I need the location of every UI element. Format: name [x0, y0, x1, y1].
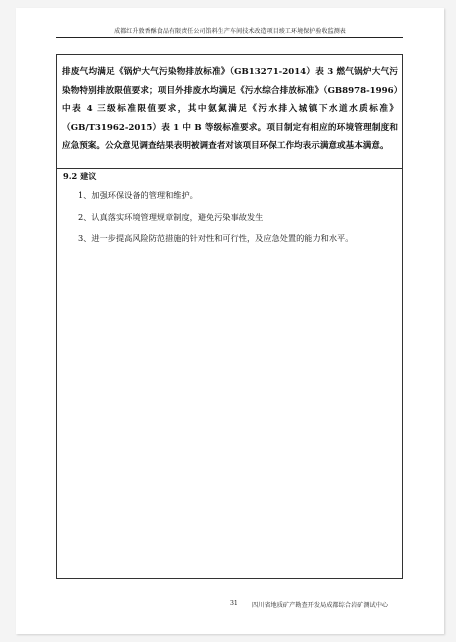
recommendation-item: 2、认真落实环境管理规章制度，避免污染事故发生	[78, 212, 264, 222]
recommendation-item: 3、进一步提高风险防范措施的针对性和可行性，及应急处置的能力和水平。	[78, 233, 354, 243]
page-header: 成都红升敦香酥食品有限责任公司馅料生产车间技术改造项目竣工环境保护验收监测表	[114, 28, 346, 35]
content-frame	[56, 54, 403, 579]
header-rule	[56, 37, 403, 38]
section-heading: 9.2 建议	[63, 171, 97, 181]
section-divider	[57, 168, 402, 169]
conclusion-paragraph: 排废气均满足《锅炉大气污染物排放标准》（GB13271-2014）表 3 燃气锅炉大气污染物特别排放限值要求；项目外排废水均满足《污水综合排放标准》（GB8978-1996）中表 4 三级标准限值要求，其中氨氮满足《污水排入城镇下水道水质标准》（GB/T31962-2015）表 1 中 B 等级标准要求。项目制定有相应的环境管理制度和应急预案。公众意见调查结果表明被调查者对该项目环保工作均表示满意或基本满意。	[62, 67, 398, 151]
page-number: 31	[230, 600, 238, 607]
footer-organization: 四川省地质矿产勘查开发局成都综合岩矿测试中心	[252, 602, 389, 609]
recommendation-item: 1、加强环保设备的管理和维护。	[78, 190, 198, 200]
document-page	[16, 8, 444, 634]
